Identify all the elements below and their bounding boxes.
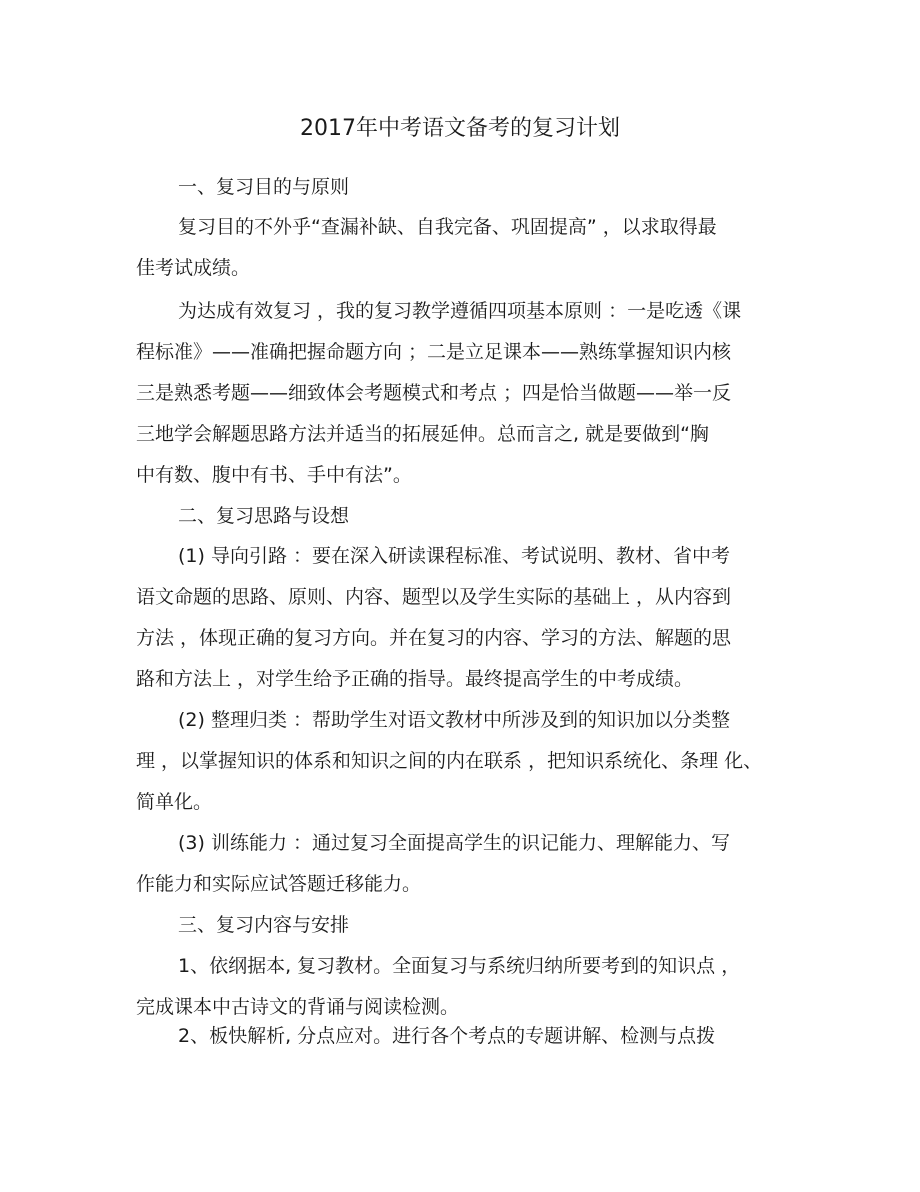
paragraph-line: 方法 ，体现正确的复习方向。并在复习的内容、学习的方法、解题的思	[136, 627, 732, 649]
paragraph-line: (3) 训练能力 ：通过复习全面提高学生的识记能力、理解能力、写	[178, 832, 730, 854]
section-heading-3: 三、复习内容与安排	[178, 914, 350, 936]
section-heading-1: 一、复习目的与原则	[178, 176, 350, 198]
paragraph-line: 中有数、腹中有书、手中有法”。	[136, 464, 412, 486]
paragraph-line: 简单化。	[136, 791, 213, 813]
paragraph-line: 为达成有效复习 ，我的复习教学遵循四项基本原则 ：一是吃透《课	[178, 300, 742, 322]
paragraph-line: 作能力和实际应试答题迁移能力。	[136, 873, 422, 895]
paragraph-line: 佳考试成绩。	[136, 257, 251, 279]
document-title: 2017年中考语文备考的复习计划	[300, 116, 620, 141]
paragraph-line: 2、板快解析, 分点应对。进行各个考点的专题讲解、检测与点拨	[178, 1025, 716, 1047]
section-heading-2: 二、复习思路与设想	[178, 505, 350, 527]
paragraph-line: 1、依纲据本, 复习教材。全面复习与系统归纳所要考到的知识点 ，	[178, 955, 741, 977]
paragraph-line: (2) 整理归类 ：帮助学生对语文教材中所涉及到的知识加以分类整	[178, 709, 730, 731]
paragraph-line: (1) 导向引路 ：要在深入研读课程标准、考试说明、教材、省中考	[178, 545, 730, 567]
paragraph-line: 复习目的不外乎“查漏补缺、自我完备、巩固提高” ，以求取得最	[178, 216, 717, 238]
paragraph-line: 完成课本中古诗文的背诵与阅读检测。	[136, 996, 460, 1018]
paragraph-line: 语文命题的思路、原则、内容、题型以及学生实际的基础上 ，从内容到	[136, 586, 732, 608]
paragraph-line: 理 ，以掌握知识的体系和知识之间的内在联系 ，把知识系统化、条理 化、	[136, 750, 763, 772]
paragraph-line: 三地学会解题思路方法并适当的拓展延伸。总而言之, 就是要做到“胸	[136, 423, 709, 445]
paragraph-line: 路和方法上 ，对学生给予正确的指导。最终提高学生的中考成绩。	[136, 668, 694, 690]
paragraph-line: 三是熟悉考题——细致体会考题模式和考点 ；四是恰当做题——举一反	[136, 382, 732, 404]
paragraph-line: 程标准》——准确把握命题方向 ；二是立足课本——熟练掌握知识内核	[136, 341, 732, 363]
